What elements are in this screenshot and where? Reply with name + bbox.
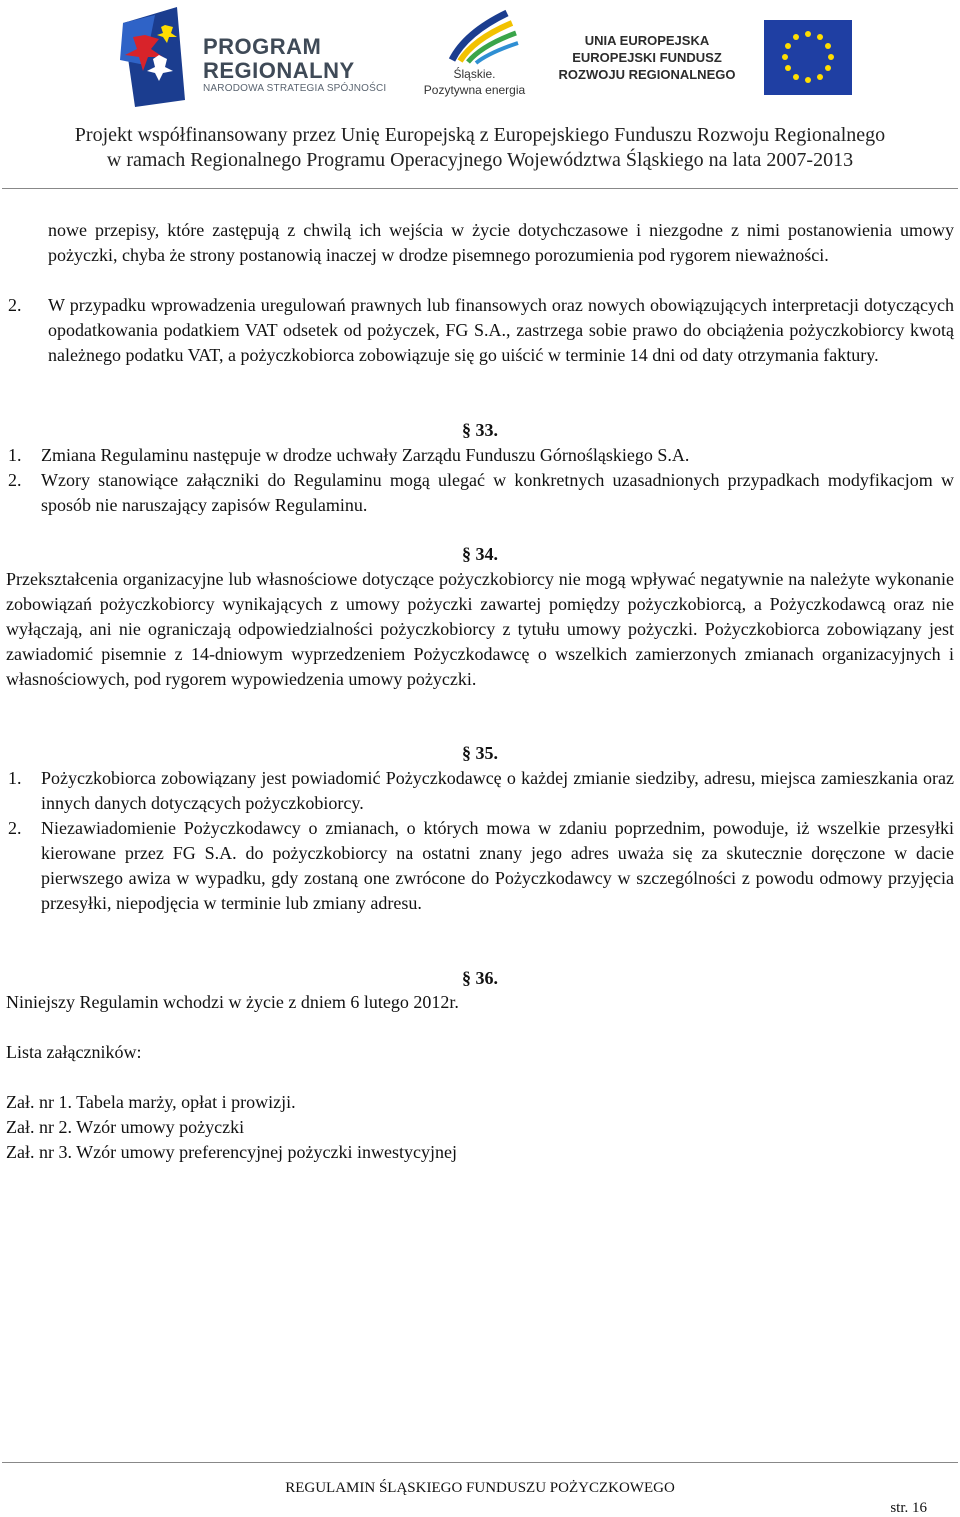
- program-logo-title: PROGRAM REGIONALNY: [203, 34, 355, 83]
- section-heading-36: § 36.: [462, 968, 498, 988]
- attachments-title: Lista załączników:: [6, 1042, 142, 1062]
- footer-title: REGULAMIN ŚLĄSKIEGO FUNDUSZU POŻYCZKOWEGO: [285, 1480, 675, 1496]
- eu-logo-text: UNIA EUROPEJSKA EUROPEJSKI FUNDUSZ ROZWOJU REGIONALNEGO: [558, 33, 736, 82]
- page-number: str. 16: [890, 1500, 927, 1516]
- eu-logo: [552, 20, 852, 95]
- program-logo-subtitle: NARODOWA STRATEGIA SPÓJNOŚCI: [203, 83, 387, 94]
- slaskie-logo-tagline: Pozytywna energia: [423, 83, 526, 97]
- item-number: 1.: [8, 445, 22, 465]
- footer-divider: [2, 1462, 958, 1463]
- slaskie-logo-name: Śląskie.: [453, 67, 496, 81]
- attachment-item: Zał. nr 3. Wzór umowy preferencyjnej pożyczki inwestycyjnej: [6, 1142, 458, 1162]
- attachment-item: Zał. nr 2. Wzór umowy pożyczki: [6, 1117, 245, 1137]
- cofinancing-line-2: w ramach Regionalnego Programu Operacyjnego Województwa Śląskiego na lata 2007-2013: [106, 149, 854, 171]
- item-number: 2.: [8, 818, 22, 838]
- program-regionalny-logo: [115, 5, 405, 110]
- section-heading-34: § 34.: [462, 544, 498, 564]
- list-item: Wzory stanowiące załączniki do Regulaminu mogą ulegać w konkretnych uzasadnionych przypadkach modyfikacjom w sposób nie naruszający zapisów Regulaminu.: [41, 470, 954, 515]
- slaskie-logo: [412, 5, 537, 105]
- list-item: Pożyczkobiorca zobowiązany jest powiadomić Pożyczkodawcę o każdej zmianie siedziby, adresu, miejsca zamieszkania oraz innych danych dotyczących pożyczkobiorcy.: [41, 768, 954, 813]
- item-number: 2.: [8, 295, 22, 315]
- section-heading-33: § 33.: [462, 420, 498, 440]
- slaskie-wave-icon: [412, 5, 537, 67]
- page-header: [0, 0, 960, 190]
- item-number: 2.: [8, 470, 22, 490]
- list-item-vat: W przypadku wprowadzenia uregulowań prawnych lub finansowych oraz nowych obowiązujących interpretacji dotyczących opodatkowania podatkiem VAT odsetek od pożyczek, FG S.A., zastrzega sobie prawo do obciążenia pożyczkobiorcy kwotą należnego podatku VAT, a pożyczkobiorca zobowiązuje się go uiścić w terminie 14 dni od daty otrzymania faktury.: [48, 295, 954, 365]
- header-divider: [2, 188, 958, 189]
- program-regionalny-emblem-icon: [115, 5, 205, 110]
- effective-date-text: Niniejszy Regulamin wchodzi w życie z dniem 6 lutego 2012r.: [6, 992, 459, 1012]
- section-heading-35: § 35.: [462, 743, 498, 763]
- item-number: 1.: [8, 768, 22, 788]
- attachment-item: Zał. nr 1. Tabela marży, opłat i prowizji.: [6, 1092, 296, 1112]
- continuation-paragraph: nowe przepisy, które zastępują z chwilą ich wejścia w życie dotychczasowe i niezgodne z nimi postanowienia umowy pożyczki, chyba że strony postanowią inaczej w drodze pisemnego porozumienia pod rygorem nieważności.: [48, 220, 954, 265]
- list-item: Zmiana Regulaminu następuje w drodze uchwały Zarządu Funduszu Górnośląskiego S.A.: [41, 445, 690, 465]
- cofinancing-line-1: Projekt współfinansowany przez Unię Europejską z Europejskiego Funduszu Rozwoju Regionalnego: [74, 124, 886, 146]
- section-34-paragraph: Przekształcenia organizacyjne lub własnościowe dotyczące pożyczkobiorcy nie mogą wpływać negatywnie na należyte wykonanie zobowiązań pożyczkobiorcy wynikających z umowy pożyczki zawartej pomiędzy pożyczkobiorcą, a Pożyczkodawcą oraz nie wyłączają, ani nie ograniczają odpowiedzialności pożyczkobiorcy z tytułu umowy pożyczki. Pożyczkobiorca zobowiązany jest zawiadomić pisemnie z 14-dniowym wyprzedzeniem Pożyczkodawcę o wszelkich zamierzonych zmianach organizacyjnych i własnościowych, pod rygorem wypowiedzenia umowy pożyczki.: [6, 569, 954, 689]
- eu-flag-icon: [764, 20, 852, 95]
- list-item: Niezawiadomienie Pożyczkodawcy o zmianach, o których mowa w zdaniu poprzednim, powoduje, iż wszelkie przesyłki kierowane przez FG S.A. do pożyczkobiorcy na ostatni znany jego adres uważa się za skutecznie doręczone w dacie pierwszego awiza w wypadku, gdy zostaną one zwrócone do Pożyczkodawcy w szczególności z powodu odmowy przyjęcia przesyłki, niepodjęcia w terminie lub zmiany adresu.: [41, 818, 954, 913]
